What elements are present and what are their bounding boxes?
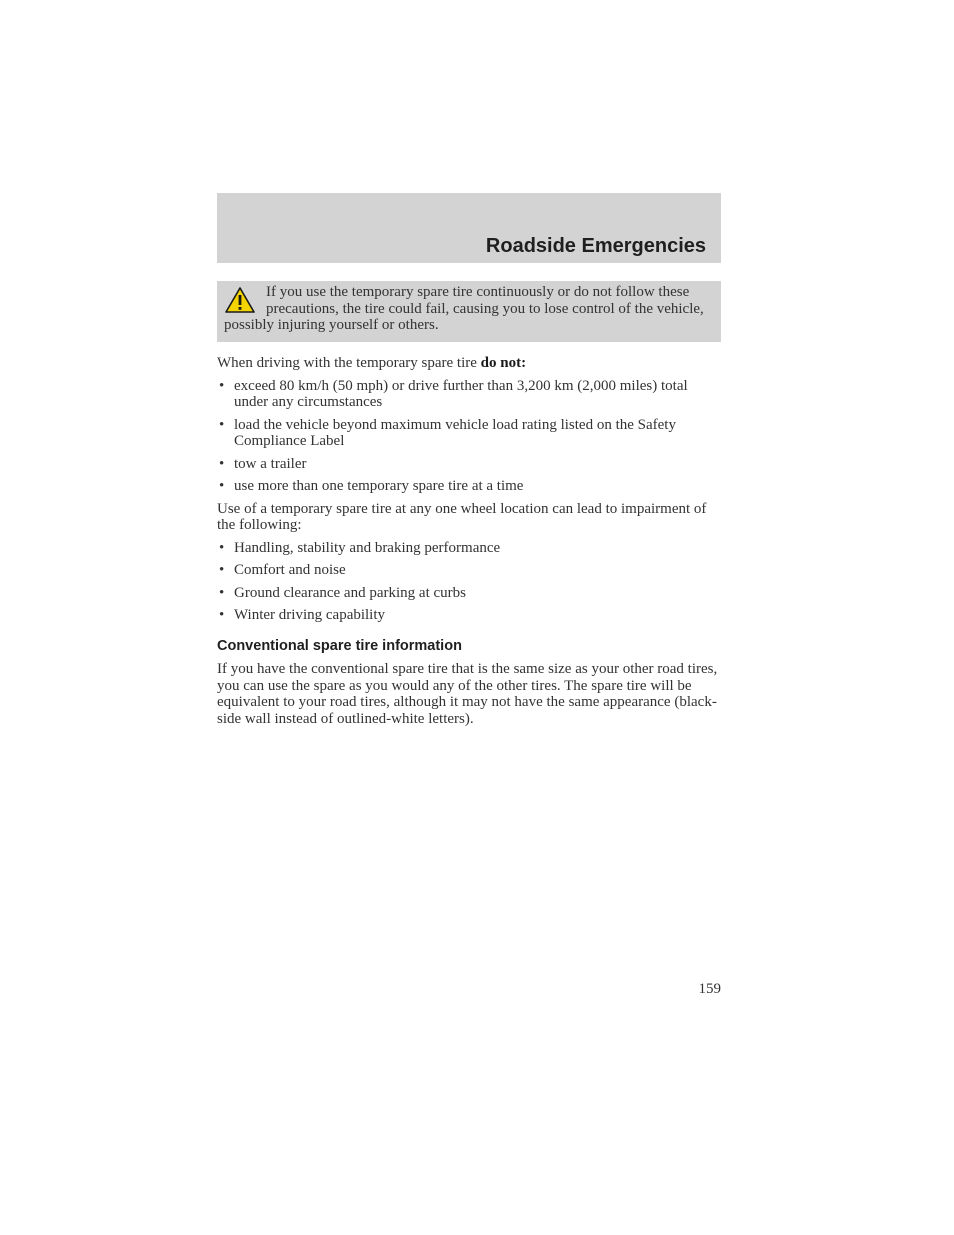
do-not-list — [217, 378, 721, 495]
warning-text-block — [224, 284, 718, 334]
list-item-text: exceed 80 km/h (50 mph) or drive further than 3,200 km (2,000 miles) total under any circumstances — [234, 377, 688, 410]
list-item-text: load the vehicle beyond maximum vehicle load rating listed on the Safety Compliance Label — [234, 416, 676, 449]
bullet-icon: • — [219, 539, 225, 556]
conventional-spare-heading: Conventional spare tire information — [217, 637, 462, 654]
conventional-spare-body: If you have the conventional spare tire that is the same size as your other road tires, you can use the spare as you would any of the other tires. The spare tire will be equivalent to your road tires, although it may not have the same appearance (black-side wall instead of outlined-white letters). — [217, 661, 718, 727]
list-item — [217, 585, 721, 602]
list-item — [217, 607, 721, 624]
bullet-icon: • — [219, 478, 225, 494]
list-item-text: tow a trailer — [234, 455, 307, 472]
list-item — [217, 456, 721, 473]
list-item — [217, 540, 721, 557]
list-item-text: Ground clearance and parking at curbs — [234, 584, 466, 601]
bullet-icon: • — [219, 607, 225, 623]
impairment-intro: Use of a temporary spare tire at any one wheel location can lead to impairment of the following: — [217, 500, 707, 533]
bullet-icon: • — [219, 455, 225, 472]
warning-box — [217, 281, 721, 342]
list-item-text: Winter driving capability — [234, 607, 386, 623]
list-item — [217, 478, 721, 495]
list-item — [217, 378, 721, 411]
list-item-text: Comfort and noise — [234, 562, 346, 578]
page-number: 159 — [698, 981, 721, 997]
impairment-list — [217, 540, 721, 624]
driving-intro-text: When driving with the temporary spare tire — [217, 355, 481, 371]
list-item-text: use more than one temporary spare tire at a time — [234, 478, 524, 494]
section-title: Roadside Emergencies — [485, 235, 706, 257]
list-item — [217, 417, 721, 450]
bullet-icon: • — [219, 584, 225, 601]
bullet-icon: • — [219, 562, 225, 578]
bullet-icon: • — [219, 377, 225, 394]
list-item-text: Handling, stability and braking performance — [234, 539, 501, 556]
section-header-band — [217, 193, 721, 263]
list-item — [217, 562, 721, 579]
bullet-icon: • — [219, 416, 225, 433]
driving-intro — [217, 355, 721, 372]
driving-intro-emphasis: do not: — [480, 355, 527, 371]
warning-text: If you use the temporary spare tire continuously or do not follow these precautions, the tire could fail, causing you to lose control of the vehicle, possibly injuring yourself or others. — [224, 284, 704, 333]
main-content — [217, 355, 721, 727]
